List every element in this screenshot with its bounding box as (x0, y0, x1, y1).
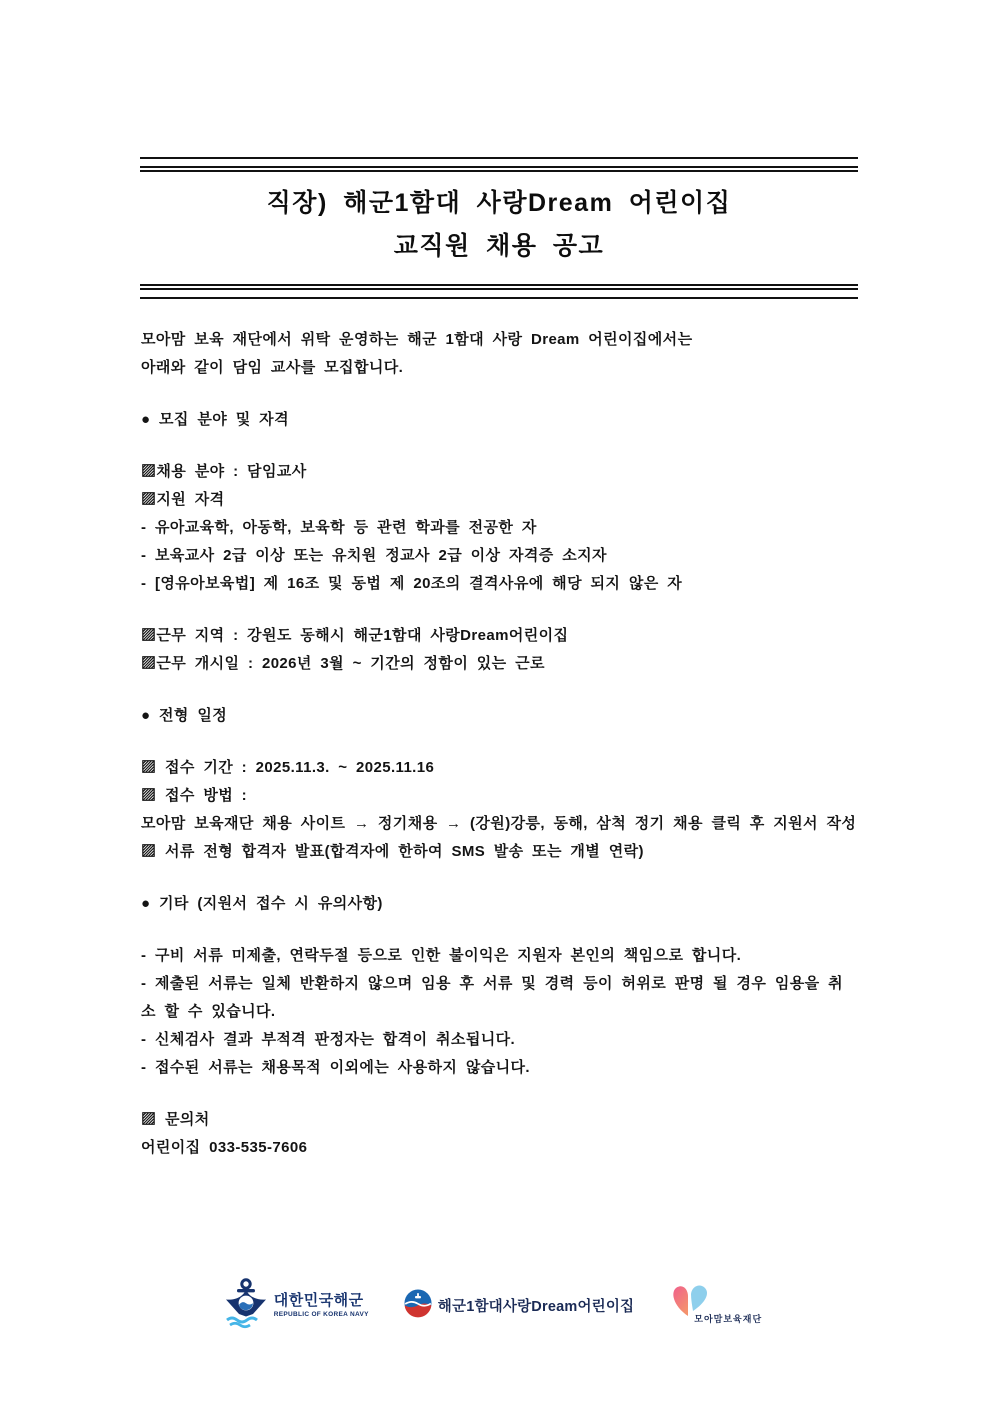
title-box (140, 166, 858, 290)
body-line: 소 할 수 있습니다. (141, 1003, 276, 1020)
section-heading-etc: ● 기타 (지원서 접수 시 유의사항) (141, 895, 383, 912)
daycare-name: 해군1함대사랑Dream어린이집 (437, 1299, 635, 1315)
body-line: - 보육교사 2급 이상 또는 유치원 정교사 2급 이상 자격증 소지자 (141, 547, 607, 564)
body-line: 모아맘 보육재단 채용 사이트 → 정기채용 → (강원)강릉, 동해, 삼척 정기 채용 클릭 후 지원서 작성 (141, 815, 857, 832)
navy-logo (224, 1276, 369, 1335)
foundation-logo (668, 1280, 768, 1332)
navy-subtitle: REPUBLIC OF KOREA NAVY (273, 1311, 369, 1318)
body-line: - 접수된 서류는 채용목적 이외에는 사용하지 않습니다. (141, 1059, 530, 1076)
body-line: - 신체검사 결과 부적격 판정자는 합격이 취소됩니다. (141, 1031, 516, 1048)
contact-heading: ▨ 문의처 (141, 1111, 210, 1128)
title-block (140, 157, 858, 299)
navy-name: 대한민국해군 (273, 1292, 364, 1309)
body-line: 모아맘 보육 재단에서 위탁 운영하는 해군 1함대 사랑 Dream 어린이집에서는 (141, 331, 693, 348)
foundation-name: 모아맘보육재단 (694, 1313, 763, 1324)
footer-logos (0, 1276, 992, 1335)
daycare-emblem-icon (403, 1288, 433, 1323)
title-top-rule (140, 157, 858, 159)
body-line: ▨근무 개시일 : 2026년 3월 ~ 기간의 정함이 있는 근로 (141, 655, 545, 672)
body-line: ▨ 접수 기간 : 2025.11.3. ~ 2025.11.16 (141, 759, 435, 776)
body-line: ▨채용 분야 : 담임교사 (141, 463, 307, 480)
body-line: ▨지원 자격 (141, 491, 225, 508)
body-text (141, 326, 881, 1162)
section-heading-recruit: ● 모집 분야 및 자격 (141, 411, 289, 428)
body-line: ▨ 접수 방법 : (141, 787, 248, 804)
contact-phone: 어린이집 033-535-7606 (141, 1139, 308, 1156)
body-line: - [영유아보육법] 제 16조 및 동법 제 20조의 결격사유에 해당 되지 않은 자 (141, 575, 683, 592)
title-line-1: 직장) 해군1함대 사랑Dream 어린이집 (266, 189, 732, 217)
navy-text (274, 1293, 369, 1318)
section-heading-schedule: ● 전형 일정 (141, 707, 228, 724)
daycare-logo (403, 1288, 634, 1323)
title-line-2: 교직원 채용 공고 (393, 232, 605, 260)
body-line: - 유아교육학, 아동학, 보육학 등 관련 학과를 전공한 자 (141, 519, 537, 536)
navy-anchor-icon (224, 1276, 268, 1335)
body-line: ▨ 서류 전형 합격자 발표(합격자에 한하여 SMS 발송 또는 개별 연락) (141, 843, 644, 860)
body-line: - 제출된 서류는 일체 반환하지 않으며 임용 후 서류 및 경력 등이 허위로 판명 될 경우 임용을 취 (141, 975, 843, 992)
body-line: - 구비 서류 미제출, 연락두절 등으로 인한 불이익은 지원자 본인의 책임으로 합니다. (141, 947, 742, 964)
title-bottom-rule (140, 297, 858, 299)
body-line: 아래와 같이 담임 교사를 모집합니다. (141, 359, 404, 376)
body-line: ▨근무 지역 : 강원도 동해시 해군1함대 사랑Dream어린이집 (141, 627, 569, 644)
